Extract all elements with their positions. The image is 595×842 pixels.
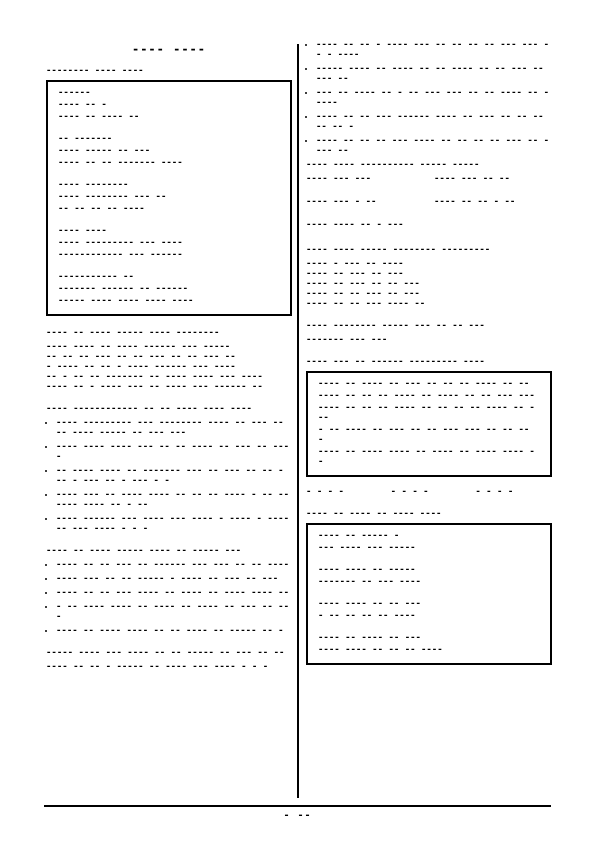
box-line: ---- -------- --- -- [58,192,167,202]
bullet-item: • ---- --------- --- -------- ---- -- --- -- -- ---- ----- -- --- --- [56,418,292,438]
bullet-item: • ---- ---- ---- --- -- -- ---- -- --- -- ---- [56,442,292,462]
bullet-item: • ---- -- -- --- ---- -- ---- -- ---- ---- -- [56,588,292,598]
table-cell: - - - - [306,487,344,497]
two-column-list [306,174,552,233]
box-line: ---- -- -- ------- ---- [58,158,183,168]
box-line: ------- ------ -- ------ [58,284,189,294]
box-line: ----------- -- [58,272,134,282]
paragraph-line: ---- -- -- --- -- --- [306,289,420,299]
bullet-item: • - -- ---- ---- -- ---- -- ---- -- --- -- --- [56,602,292,622]
bullet-item: • ---- ------ --- ---- --- ---- - ---- - ------ --- ---- - - - [56,514,292,534]
box-gap [318,589,540,599]
box-line: -- ------- [58,134,113,144]
intro-bullets [306,40,552,156]
section-6 [306,160,552,233]
box-line: ---- ---- -- -- -- ---- [318,645,443,655]
left-column [46,40,292,684]
box-line: - -- -- -- -- ---- [318,611,416,621]
box-line: ---- -------- [58,180,129,190]
box-line: ---- --------- --- ---- [58,238,183,248]
page-number: - -- [283,810,312,821]
box-gap [318,623,540,633]
box-line: ---- ----- -- --- [58,146,151,156]
column-divider [297,44,299,798]
section-10 [306,509,552,665]
section-5-header: ----- ---- --- ---- -- -- ----- -- --- -- -- [46,648,285,658]
box-gap [58,124,280,134]
box-line: ---- -- - [58,100,107,110]
mini-table [306,487,552,497]
box-line: ------------ --- ------ [58,250,183,260]
bullet-item: • ---- -- -- -- --- ---- -- -- -- -- --- -- ---- -- [316,136,552,156]
list-item: ---- --- --- [306,174,372,184]
section-10-header: ---- -- ---- -- ---- ---- [306,509,442,519]
box-line: ---- -- ---- ---- -- ---- -- ---- ---- -- [318,447,535,467]
paragraph-line: ---- -- - ---- --- -- ---- --- ------ -- [46,382,263,392]
box-gap [318,555,540,565]
table-cell: - - - - [475,487,514,497]
box-line: -- -- -- -- ---- [58,204,145,214]
box-line: ------ [58,88,91,98]
section-6-header: ---- ---- ---------- ----- ----- [306,160,480,170]
bullet-item: • ---- -- -- --- -- ------ --- --- -- -- ---- [56,560,292,570]
box-line: ---- ---- -- ----- [318,565,416,575]
box-line: ---- -- -- -- ---- -- ---- -- -- --- --- [318,391,535,401]
paragraph-line: ---- -- -- - ----- -- ---- --- ---- - - - [46,662,269,672]
bullet-item: • ---- --- -- -- ----- - ---- -- --- -- --- [56,574,292,584]
box-line: ----- ---- ---- ---- ---- [58,296,194,306]
list-item [434,220,552,230]
paragraph-line: ---- ---- -- ---- ------ --- ----- [46,342,231,352]
list-item: ---- --- -- -- [434,174,510,184]
paragraph-line: ---- - --- -- ---- [306,259,404,269]
section-7-header: ---- ---- ----- -------- --------- [306,245,491,255]
box-line: ---- -- ---- -- --- -- -- -- ---- -- -- [318,379,530,389]
boxed-list [306,523,552,665]
section-4-header: ---- -- ---- ----- ---- -- ----- --- [46,546,242,556]
box-line: --- ---- --- ----- [318,543,416,553]
table-cell: - - - - [390,487,429,497]
page-title: ---- ---- [131,42,207,56]
section-8 [306,321,552,345]
section-9 [306,357,552,497]
bullet-item: • ----- ---- -- ---- -- -- ---- -- -- --- -- --- -- [316,64,552,84]
box-line: ------- -- --- ---- [318,577,421,587]
section-3 [46,404,292,534]
bullet-list [46,560,292,636]
box-line: ---- -- ----- - [318,531,400,541]
section-2-header: ---- -- ---- ----- ---- -------- [46,328,220,338]
bullet-item: • --- -- ---- -- - -- --- --- -- -- ---- -- - ---- [316,88,552,108]
right-column [306,40,552,677]
section-7 [306,245,552,309]
box-gap [58,170,280,180]
section-2 [46,328,292,392]
box-line: ---- ---- [58,226,107,236]
paragraph-line: -- -- -- --- -- -- --- -- -- --- -- [46,352,236,362]
paragraph-line: ---- -- --- -- --- [306,269,404,279]
paragraph-line: ---- -- --- -- -- --- [306,279,420,289]
section-8-header: ---- -------- ----- --- -- -- --- [306,321,485,331]
bullet-item: • ---- -- -- --- ------ ---- -- --- -- -- -- -- -- - [316,112,552,132]
section-4 [46,546,292,636]
list-item: ---- -- -- - -- [434,197,516,207]
boxed-list [46,80,292,316]
paragraph-line: ------- --- --- [306,335,388,345]
paragraph-line: -- - -- -- ------- -- ---- ---- --- ---- [46,372,263,382]
bullet-item: • ---- -- -- - ---- --- -- -- -- -- --- --- -- - ---- [316,40,552,60]
box-line: ---- -- ---- -- [58,112,140,122]
bullet-item: • ---- -- ---- ---- -- -- ---- -- ----- -- - [56,626,292,636]
bottom-rule [44,805,551,807]
list-item: ---- --- - -- [306,197,377,207]
section-1 [46,66,292,316]
box-line: ---- ---- -- -- --- [318,599,421,609]
section-5 [46,648,292,672]
paragraph-line: - ---- -- -- - ---- ------ --- ---- [46,362,236,372]
section-1-header: -------- ---- ---- [46,66,144,76]
section-3-header: ---- ------------ -- -- ---- ---- ---- [46,404,252,414]
box-gap [58,216,280,226]
section-9-header: ---- --- -- ------ --------- ---- [306,357,485,367]
bullet-list [46,418,292,534]
paragraph-line: ---- -- -- --- ---- -- [306,299,426,309]
bullet-item: • -- ---- ---- -- ------- --- -- --- -- -- - -- - --- -- - --- - - [56,466,292,486]
box-line: ---- -- -- -- ---- -- -- -- -- ---- -- --- [318,403,535,423]
box-line: - -- ---- -- --- -- -- --- --- -- -- -- - [318,425,535,445]
list-item: ---- ---- -- - --- [306,220,404,230]
box-line: ---- -- ---- -- --- [318,633,421,643]
box-gap [58,262,280,272]
bullet-item: • ---- --- -- ---- ---- -- -- -- ---- - -- -- ---- ---- -- - -- [56,490,292,510]
boxed-text [306,371,552,477]
